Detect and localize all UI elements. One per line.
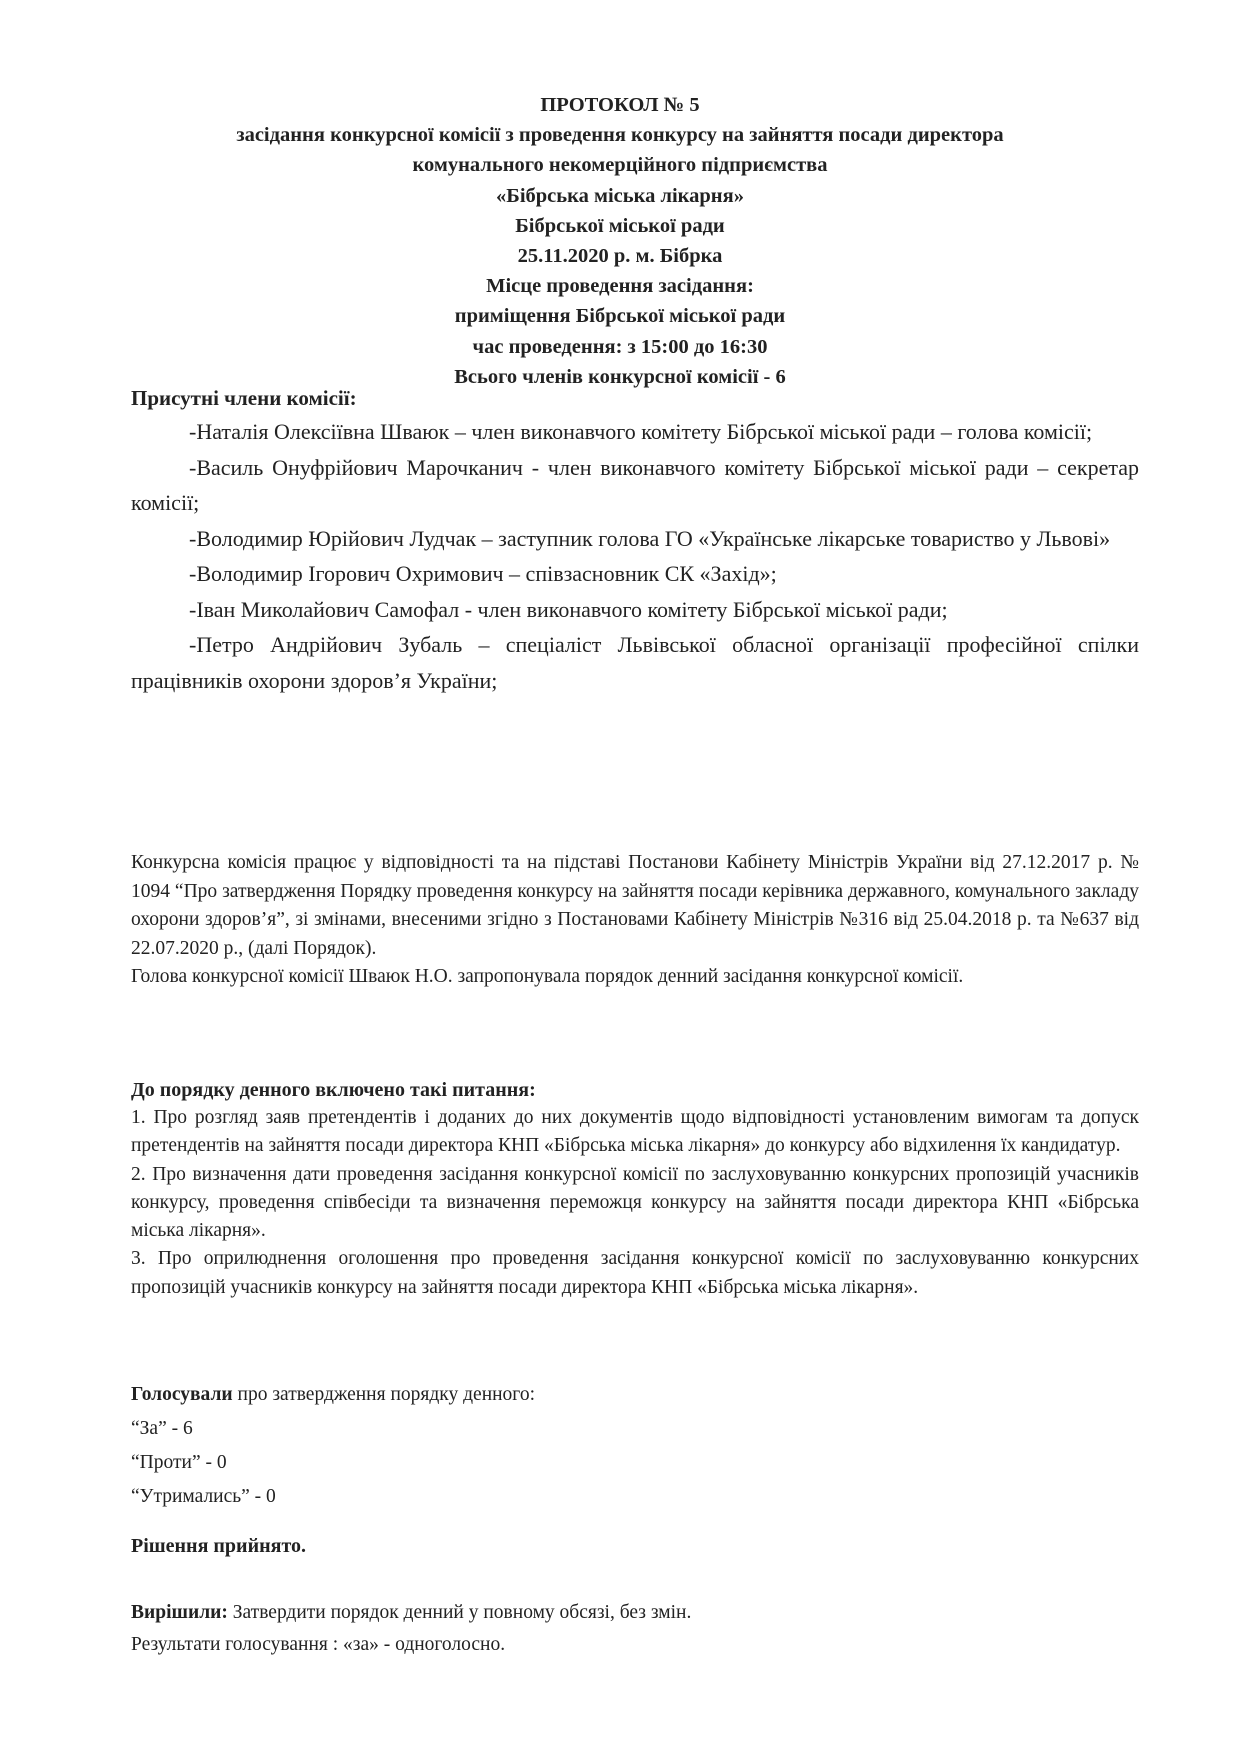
resolved-text: Затвердити порядок денний у повному обсязі, без змін.	[227, 1602, 692, 1623]
header-line-2: комунального некомерційного підприємства	[412, 154, 828, 177]
resolved-label: Вирішили:	[131, 1602, 228, 1623]
header-line-4: Бібрської міської ради	[515, 214, 725, 237]
header-time: час проведення: з 15:00 до 16:30	[472, 335, 768, 358]
votes-for: “За” - 6	[131, 1418, 193, 1439]
member-item: -Володимир Ігорович Охримович – співзасновник СК «Захід»;	[189, 561, 777, 586]
member-item: -Іван Миколайович Самофал - член виконавчого комітету Бібрської міської ради;	[189, 596, 948, 622]
protocol-header	[100, 90, 1140, 392]
voting-block	[131, 1378, 535, 1514]
agenda-proposal-paragraph: Голова конкурсної комісії Шваюк Н.О. запропонувала порядок денний засідання конкурсної комісії.	[131, 966, 964, 987]
legal-basis-paragraph: Конкурсна комісія працює у відповідності та на підставі Постанови Кабінету Міністрів України від 27.12.2017 р. № 1094 “Про затвердження Порядку проведення конкурсу на зайняття посади керівника державного, комунального закладу охорони здоров’я”, зі змінами, внесеними згідно з Постановами Кабінету Міністрів №316 від 25.04.2018 р. та №637 від 22.07.2020 р., (далі Порядок).	[131, 852, 1139, 959]
header-date-place: 25.11.2020 р. м. Бібрка	[517, 245, 723, 268]
resolution-line	[131, 1597, 691, 1629]
member-item: -Наталія Олексіївна Шваюк – член виконавчого комітету Бібрської міської ради – голова комісії;	[189, 419, 1093, 444]
header-members-total: Всього членів конкурсної комісії - 6	[454, 365, 786, 388]
voting-label	[131, 1378, 535, 1412]
decision-accepted: Рішення прийнято.	[131, 1535, 306, 1557]
voting-result: Результати голосування : «за» - одноголосно.	[131, 1634, 506, 1655]
agenda-item: 2. Про визначення дати проведення засідання конкурсної комісії по заслуховуванню конкурсних пропозицій учасників конкурсу, проведення співбесіди та визначення переможця конкурсу на зайняття посади директора КНП «Бібрська міська лікарня».	[131, 1163, 1139, 1242]
agenda-item: 1. Про розгляд заяв претендентів і доданих до них документів щодо відповідності установленим вимогам та допуск претендентів на зайняття посади директора КНП «Бібрська міська лікарня» до конкурсу або відхилення їх кандидатур.	[131, 1107, 1139, 1157]
header-venue: приміщення Бібрської міської ради	[454, 305, 786, 328]
agenda-list	[131, 1104, 1139, 1302]
voting-label-rest: про затвердження порядку денного:	[232, 1384, 535, 1405]
votes-against: “Проти” - 0	[131, 1452, 227, 1473]
agenda-title: До порядку денного включено такі питання:	[131, 1079, 536, 1101]
header-venue-label: Місце проведення засідання:	[486, 275, 754, 298]
voting-label-bold: Голосували	[131, 1384, 233, 1405]
member-item: -Володимир Юрійович Лудчак – заступник голова ГО «Українське лікарське товариство у Львові»	[189, 525, 1111, 551]
body-text	[131, 849, 1139, 992]
member-item: -Василь Онуфрійович Марочканич - член виконавчого комітету Бібрської міської ради – секретар комісії;	[131, 454, 1139, 515]
votes-abstained: “Утримались” - 0	[131, 1486, 276, 1507]
present-members-title: Присутні члени комісії:	[131, 386, 357, 410]
resolution-block	[131, 1597, 691, 1661]
member-item: -Петро Андрійович Зубаль – спеціаліст Львівської обласної організації професійної спілки працівників охорони здоров’я України;	[131, 632, 1139, 693]
members-list	[131, 414, 1139, 698]
header-line-1: засідання конкурсної комісії з проведення конкурсу на зайняття посади директора	[236, 124, 1004, 147]
protocol-title: ПРОТОКОЛ № 5	[540, 94, 700, 116]
agenda-item: 3. Про оприлюднення оголошення про проведення засідання конкурсної комісії по заслуховуванню конкурсних пропозицій учасників конкурсу на зайняття посади директора КНП «Бібрська міська лікарня».	[131, 1248, 1139, 1298]
header-line-3: «Бібрська міська лікарня»	[496, 184, 744, 207]
